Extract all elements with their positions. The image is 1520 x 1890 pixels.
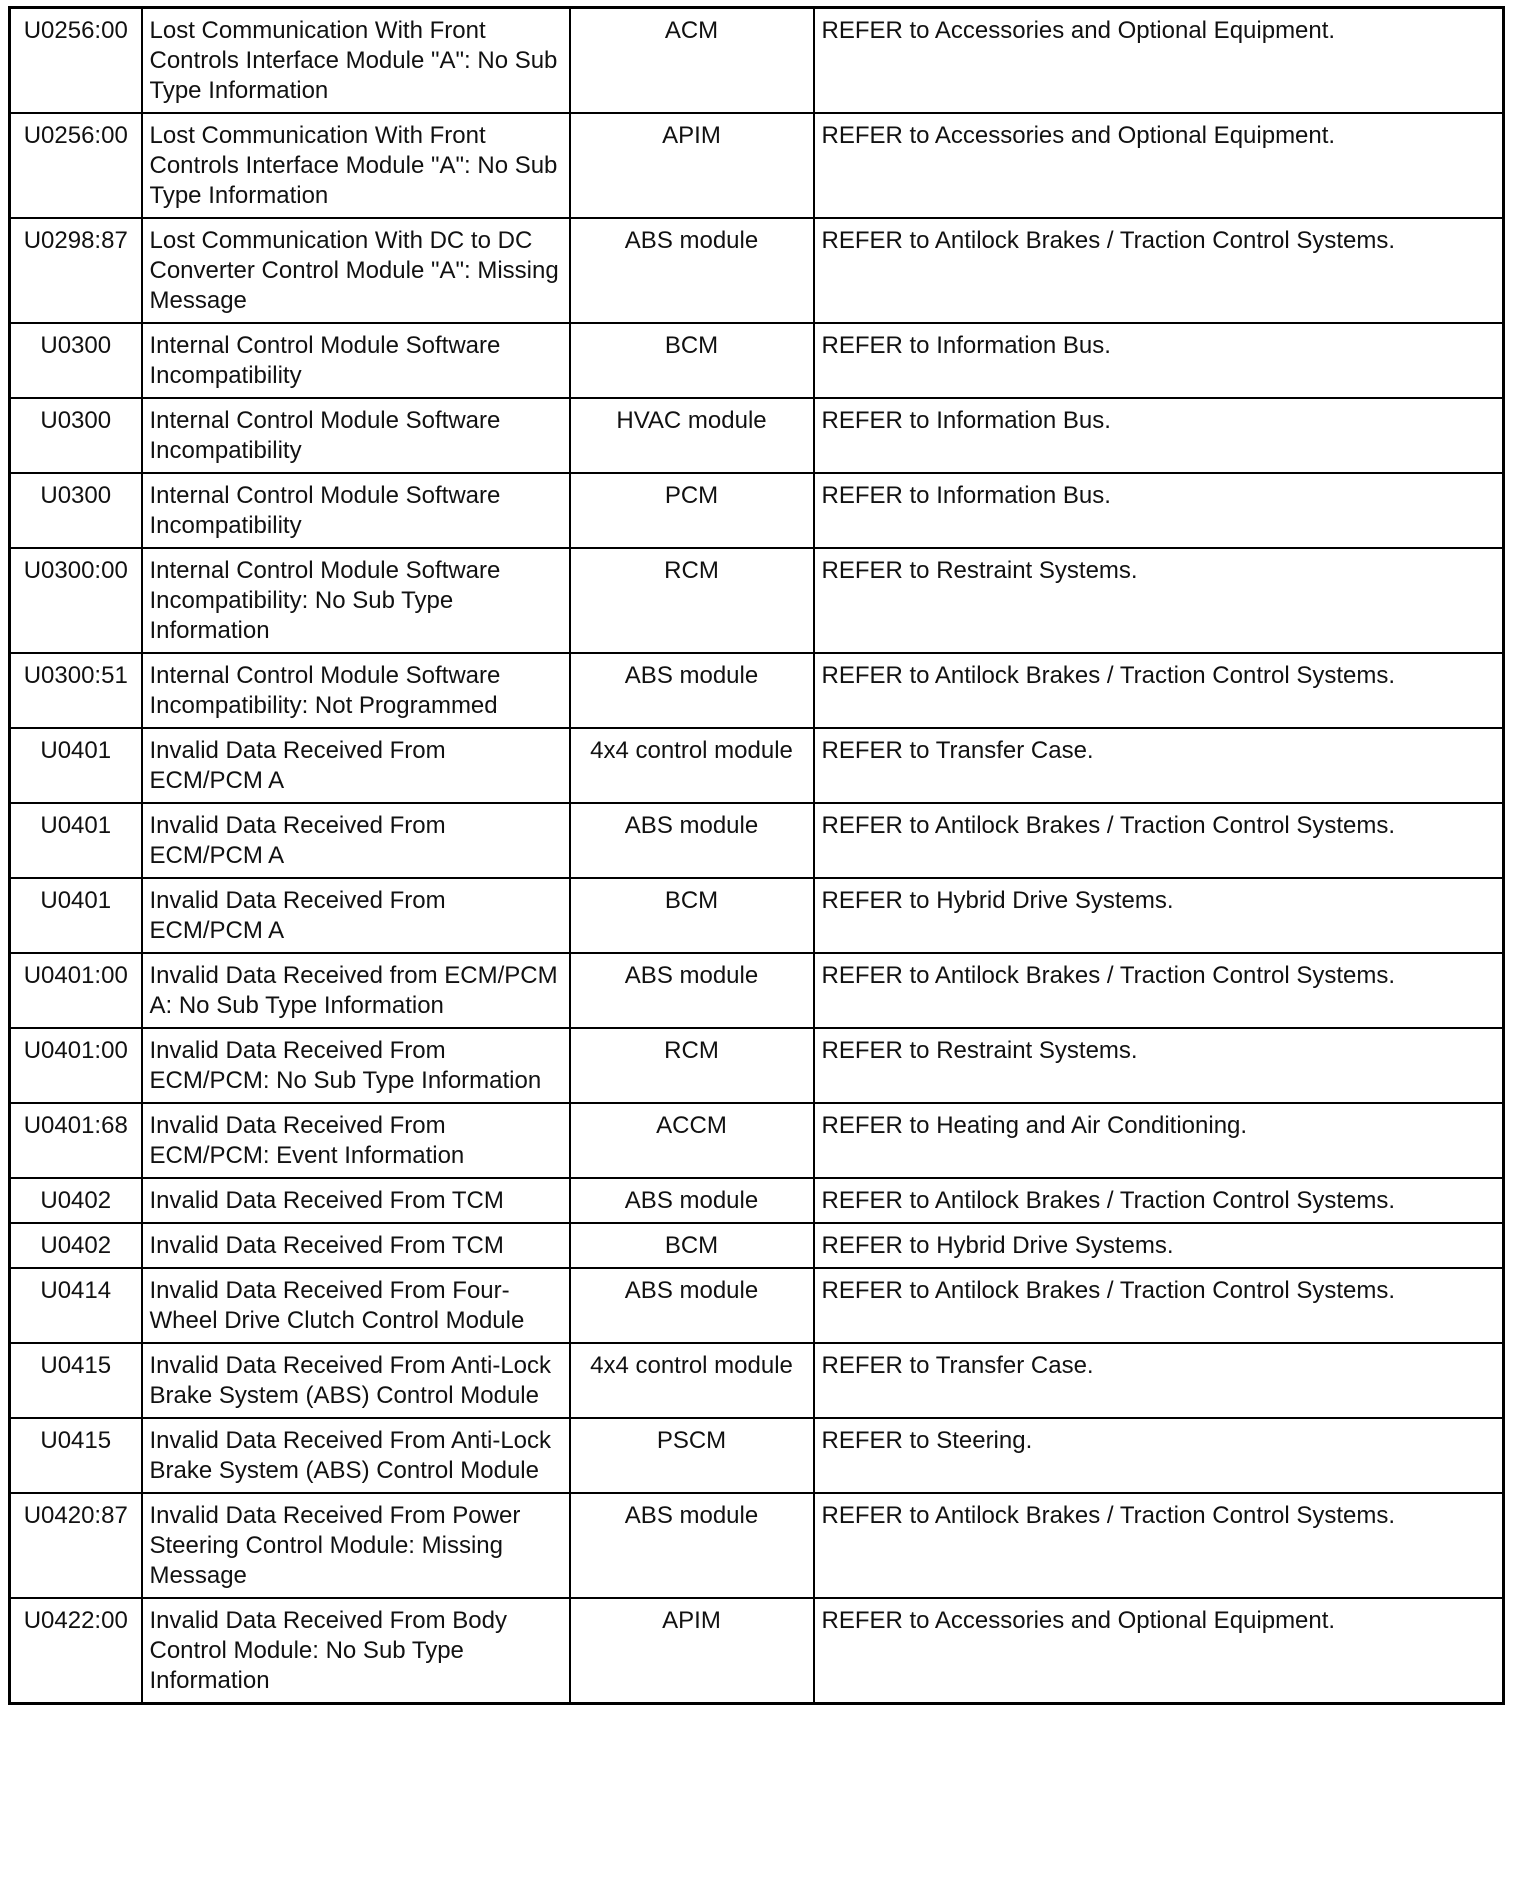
table-row — [10, 323, 1504, 398]
action-cell: REFER to Hybrid Drive Systems. — [814, 1223, 1504, 1268]
module-cell: BCM — [570, 1223, 814, 1268]
dtc-code-cell: U0300 — [10, 323, 142, 398]
description-cell: Invalid Data Received From Power Steering Control Module: Missing Message — [142, 1493, 570, 1598]
action-cell: REFER to Antilock Brakes / Traction Control Systems. — [814, 653, 1504, 728]
dtc-table-body — [10, 8, 1504, 1704]
table-row — [10, 1598, 1504, 1704]
module-cell: APIM — [570, 1598, 814, 1704]
description-cell: Invalid Data Received From Anti-Lock Brake System (ABS) Control Module — [142, 1343, 570, 1418]
description-cell: Invalid Data Received From TCM — [142, 1223, 570, 1268]
description-cell: Internal Control Module Software Incompatibility — [142, 473, 570, 548]
description-cell: Invalid Data Received From ECM/PCM: No Sub Type Information — [142, 1028, 570, 1103]
action-cell: REFER to Transfer Case. — [814, 1343, 1504, 1418]
module-cell: 4x4 control module — [570, 728, 814, 803]
module-cell: BCM — [570, 878, 814, 953]
module-cell: ABS module — [570, 653, 814, 728]
dtc-code-cell: U0422:00 — [10, 1598, 142, 1704]
module-cell: 4x4 control module — [570, 1343, 814, 1418]
dtc-code-cell: U0420:87 — [10, 1493, 142, 1598]
module-cell: RCM — [570, 548, 814, 653]
action-cell: REFER to Restraint Systems. — [814, 548, 1504, 653]
table-row — [10, 218, 1504, 323]
table-row — [10, 1178, 1504, 1223]
description-cell: Invalid Data Received from ECM/PCM A: No Sub Type Information — [142, 953, 570, 1028]
dtc-code-cell: U0401 — [10, 803, 142, 878]
dtc-code-cell: U0401 — [10, 878, 142, 953]
action-cell: REFER to Information Bus. — [814, 473, 1504, 548]
module-cell: ABS module — [570, 953, 814, 1028]
action-cell: REFER to Heating and Air Conditioning. — [814, 1103, 1504, 1178]
action-cell: REFER to Restraint Systems. — [814, 1028, 1504, 1103]
action-cell: REFER to Antilock Brakes / Traction Control Systems. — [814, 218, 1504, 323]
dtc-code-cell: U0300 — [10, 398, 142, 473]
description-cell: Internal Control Module Software Incompatibility — [142, 323, 570, 398]
dtc-code-cell: U0402 — [10, 1223, 142, 1268]
table-row — [10, 1028, 1504, 1103]
action-cell: REFER to Antilock Brakes / Traction Control Systems. — [814, 1268, 1504, 1343]
description-cell: Invalid Data Received From Anti-Lock Brake System (ABS) Control Module — [142, 1418, 570, 1493]
dtc-code-cell: U0256:00 — [10, 113, 142, 218]
action-cell: REFER to Antilock Brakes / Traction Control Systems. — [814, 803, 1504, 878]
description-cell: Internal Control Module Software Incompatibility: No Sub Type Information — [142, 548, 570, 653]
dtc-code-cell: U0415 — [10, 1343, 142, 1418]
module-cell: ABS module — [570, 1268, 814, 1343]
description-cell: Internal Control Module Software Incompatibility — [142, 398, 570, 473]
table-row — [10, 1493, 1504, 1598]
description-cell: Invalid Data Received From ECM/PCM A — [142, 803, 570, 878]
table-row — [10, 8, 1504, 114]
module-cell: RCM — [570, 1028, 814, 1103]
description-cell: Internal Control Module Software Incompatibility: Not Programmed — [142, 653, 570, 728]
module-cell: ABS module — [570, 1493, 814, 1598]
dtc-code-cell: U0401:00 — [10, 953, 142, 1028]
action-cell: REFER to Antilock Brakes / Traction Control Systems. — [814, 1178, 1504, 1223]
document-page — [8, 6, 1502, 1705]
table-row — [10, 728, 1504, 803]
table-row — [10, 1418, 1504, 1493]
dtc-code-cell: U0402 — [10, 1178, 142, 1223]
module-cell: APIM — [570, 113, 814, 218]
table-row — [10, 398, 1504, 473]
module-cell: ACCM — [570, 1103, 814, 1178]
dtc-code-cell: U0415 — [10, 1418, 142, 1493]
dtc-code-cell: U0300 — [10, 473, 142, 548]
dtc-code-cell: U0256:00 — [10, 8, 142, 114]
description-cell: Invalid Data Received From ECM/PCM A — [142, 728, 570, 803]
table-row — [10, 803, 1504, 878]
description-cell: Invalid Data Received From ECM/PCM: Event Information — [142, 1103, 570, 1178]
table-row — [10, 548, 1504, 653]
module-cell: PCM — [570, 473, 814, 548]
action-cell: REFER to Transfer Case. — [814, 728, 1504, 803]
module-cell: PSCM — [570, 1418, 814, 1493]
description-cell: Lost Communication With Front Controls Interface Module "A": No Sub Type Information — [142, 113, 570, 218]
action-cell: REFER to Information Bus. — [814, 398, 1504, 473]
module-cell: HVAC module — [570, 398, 814, 473]
table-row — [10, 113, 1504, 218]
description-cell: Invalid Data Received From TCM — [142, 1178, 570, 1223]
table-row — [10, 473, 1504, 548]
module-cell: ABS module — [570, 1178, 814, 1223]
action-cell: REFER to Information Bus. — [814, 323, 1504, 398]
table-row — [10, 878, 1504, 953]
table-row — [10, 1223, 1504, 1268]
dtc-table — [8, 6, 1505, 1705]
action-cell: REFER to Hybrid Drive Systems. — [814, 878, 1504, 953]
description-cell: Invalid Data Received From ECM/PCM A — [142, 878, 570, 953]
description-cell: Lost Communication With Front Controls Interface Module "A": No Sub Type Information — [142, 8, 570, 114]
dtc-code-cell: U0401:68 — [10, 1103, 142, 1178]
table-row — [10, 1343, 1504, 1418]
module-cell: BCM — [570, 323, 814, 398]
action-cell: REFER to Steering. — [814, 1418, 1504, 1493]
action-cell: REFER to Accessories and Optional Equipment. — [814, 1598, 1504, 1704]
module-cell: ACM — [570, 8, 814, 114]
dtc-code-cell: U0401 — [10, 728, 142, 803]
dtc-code-cell: U0401:00 — [10, 1028, 142, 1103]
action-cell: REFER to Antilock Brakes / Traction Control Systems. — [814, 1493, 1504, 1598]
description-cell: Lost Communication With DC to DC Converter Control Module "A": Missing Message — [142, 218, 570, 323]
table-row — [10, 953, 1504, 1028]
dtc-code-cell: U0300:51 — [10, 653, 142, 728]
action-cell: REFER to Accessories and Optional Equipment. — [814, 113, 1504, 218]
action-cell: REFER to Antilock Brakes / Traction Control Systems. — [814, 953, 1504, 1028]
action-cell: REFER to Accessories and Optional Equipment. — [814, 8, 1504, 114]
dtc-code-cell: U0300:00 — [10, 548, 142, 653]
description-cell: Invalid Data Received From Body Control Module: No Sub Type Information — [142, 1598, 570, 1704]
module-cell: ABS module — [570, 803, 814, 878]
table-row — [10, 1268, 1504, 1343]
module-cell: ABS module — [570, 218, 814, 323]
table-row — [10, 653, 1504, 728]
description-cell: Invalid Data Received From Four-Wheel Drive Clutch Control Module — [142, 1268, 570, 1343]
table-row — [10, 1103, 1504, 1178]
dtc-code-cell: U0414 — [10, 1268, 142, 1343]
dtc-code-cell: U0298:87 — [10, 218, 142, 323]
